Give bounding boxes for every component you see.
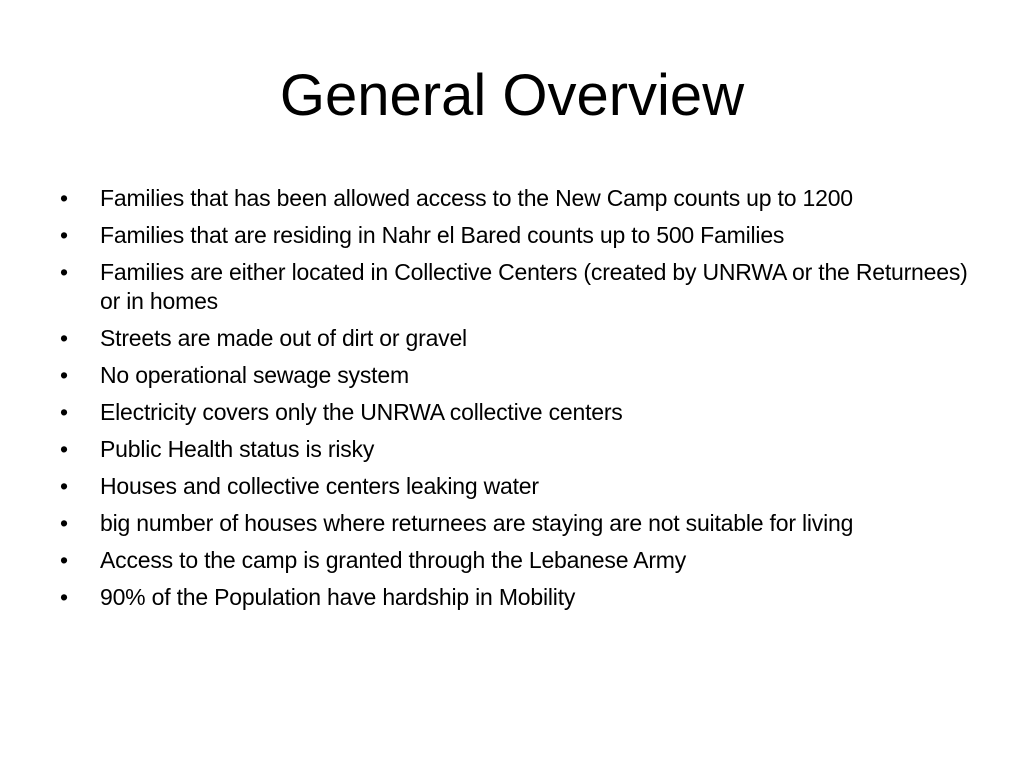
bullet-point-icon: • xyxy=(60,185,69,211)
bullet-item xyxy=(56,435,976,464)
bullet-point-icon: • xyxy=(60,547,69,573)
bullet-text: Public Health status is risky xyxy=(100,436,375,462)
bullet-item xyxy=(56,221,976,250)
bullet-text: Streets are made out of dirt or gravel xyxy=(100,325,467,351)
bullet-point-icon: • xyxy=(60,473,69,499)
bullet-text: Electricity covers only the UNRWA collective centers xyxy=(100,399,623,425)
bullet-point-icon: • xyxy=(60,584,69,610)
bullet-point-icon: • xyxy=(60,510,69,536)
bullet-item xyxy=(56,184,976,213)
bullet-text: big number of houses where returnees are staying are not suitable for living xyxy=(100,510,854,536)
bullet-text: Access to the camp is granted through the Lebanese Army xyxy=(100,547,687,573)
bullet-text: Houses and collective centers leaking water xyxy=(100,473,539,499)
bullet-text: Families are either located in Collective Centers (created by UNRWA or the Returnees) or in homes xyxy=(100,259,968,314)
bullet-item xyxy=(56,398,976,427)
bullet-item xyxy=(56,509,976,538)
bullet-point-icon: • xyxy=(60,325,69,351)
bullet-item xyxy=(56,583,976,612)
bullet-point-icon: • xyxy=(60,436,69,462)
bullet-point-icon: • xyxy=(60,222,69,248)
bullet-item xyxy=(56,361,976,390)
bullet-item xyxy=(56,472,976,501)
bullet-item xyxy=(56,258,976,316)
bullet-item xyxy=(56,324,976,353)
bullet-text: No operational sewage system xyxy=(100,362,409,388)
bullet-point-icon: • xyxy=(60,362,69,388)
bullet-list xyxy=(56,184,976,620)
bullet-point-icon: • xyxy=(60,399,69,425)
bullet-point-icon: • xyxy=(60,259,69,285)
bullet-text: Families that has been allowed access to the New Camp counts up to 1200 xyxy=(100,185,853,211)
slide-title: General Overview xyxy=(279,63,745,128)
bullet-text: Families that are residing in Nahr el Bared counts up to 500 Families xyxy=(100,222,785,248)
bullet-item xyxy=(56,546,976,575)
bullet-text: 90% of the Population have hardship in Mobility xyxy=(100,584,576,610)
